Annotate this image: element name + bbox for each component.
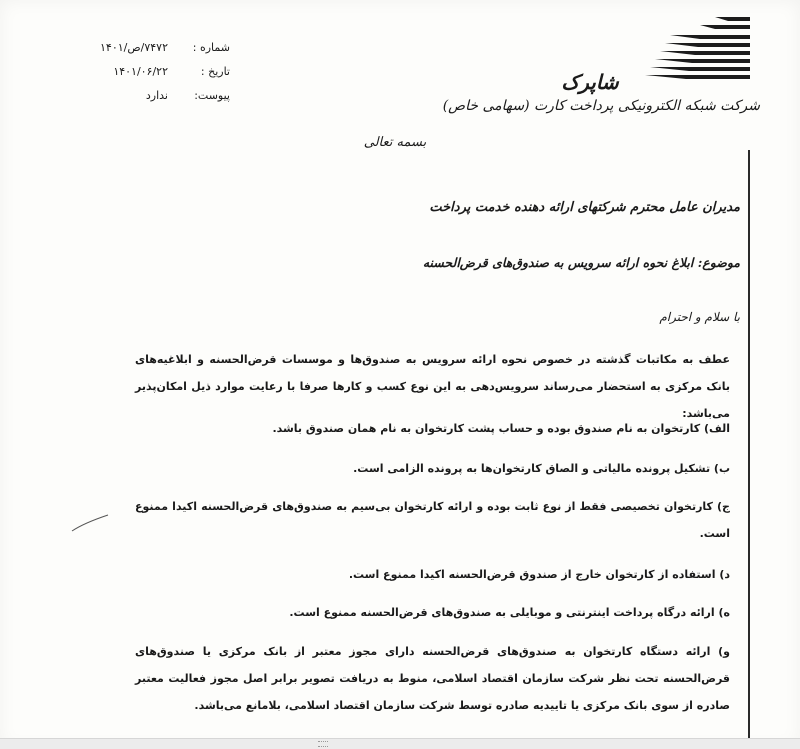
letter-subject: موضوع: ابلاغ نحوه ارائه سرویس به صندوق‌های قرض‌الحسنه <box>422 255 740 270</box>
resize-grip-icon[interactable] <box>318 741 328 747</box>
letter-intro: عطف به مکاتبات گذشته در خصوص نحوه ارائه سرویس به صندوق‌ها و موسسات قرض‌الحسنه و ابلاغیه‌های بانک مرکزی به استحضار می‌رساند سرویس‌دهی به این نوع کسب و کارها صرفا با رعایت موارد ذیل امکان‌پذیر می‌باشد: <box>135 353 730 420</box>
meta-attachment-row <box>60 84 230 108</box>
meta-attachment-value: ندارد <box>145 89 168 102</box>
letter-item-a: الف) کارتخوان به نام صندوق بوده و حساب پشت کارتخوان به نام همان صندوق باشد. <box>272 422 730 435</box>
meta-date-value: ۱۴۰۱/۰۶/۲۲ <box>113 65 168 78</box>
margin-rule <box>748 150 750 740</box>
bismillah: بسمه تعالی <box>363 135 427 150</box>
letter-item-d: د) استفاده از کارتخوان خارج از صندوق قرض‌الحسنه اکیدا ممنوع است. <box>348 568 730 581</box>
meta-date-row <box>60 60 230 84</box>
meta-date-label: تاریخ : <box>200 65 230 78</box>
meta-attachment-label: پیوست: <box>194 89 230 102</box>
pen-mark-icon <box>70 505 110 535</box>
letter-item-c: ج) کارتخوان تخصیصی فقط از نوع ثابت بوده و ارائه کارتخوان بی‌سیم به صندوق‌های قرض‌الحسنه اکیدا ممنوع است. <box>135 500 730 540</box>
meta-number-row <box>60 36 230 60</box>
greeting: با سلام و احترام <box>659 310 740 324</box>
meta-number-label: شماره : <box>192 41 230 54</box>
letter-meta <box>60 36 230 108</box>
company-name: شرکت شبکه الکترونیکی پرداخت کارت (سهامی خاص) <box>442 98 760 114</box>
letter-item-b: ب) تشکیل پرونده مالیاتی و الصاق کارتخوان‌ها به پرونده الزامی است. <box>353 462 730 475</box>
logo-name: شاپرک <box>561 70 619 94</box>
meta-number-value: ۷۴۷۲/ص/۱۴۰۱ <box>100 41 168 54</box>
letter-item-f: و) ارائه دستگاه کارتخوان به صندوق‌های قرض‌الحسنه دارای مجوز معتبر از بانک مرکزی یا صندوق‌های قرض‌الحسنه تحت نظر شرکت سازمان اقتصاد اسلامی، منوط به دریافت تصویر برابر اصل مجوز فعالیت معتبر صادره از سوی بانک مرکزی یا تاییدیه صادره توسط شرکت سازمان اقتصاد اسلامی، بلامانع می‌باشد. <box>135 645 730 712</box>
viewer-bottom-bar[interactable] <box>0 738 800 749</box>
addressee: مدیران عامل محترم شرکتهای ارائه دهنده خدمت پرداخت <box>429 200 740 215</box>
letter-item-e: ه) ارائه درگاه پرداخت اینترنتی و موبایلی به صندوق‌های قرض‌الحسنه ممنوع است. <box>289 606 730 619</box>
